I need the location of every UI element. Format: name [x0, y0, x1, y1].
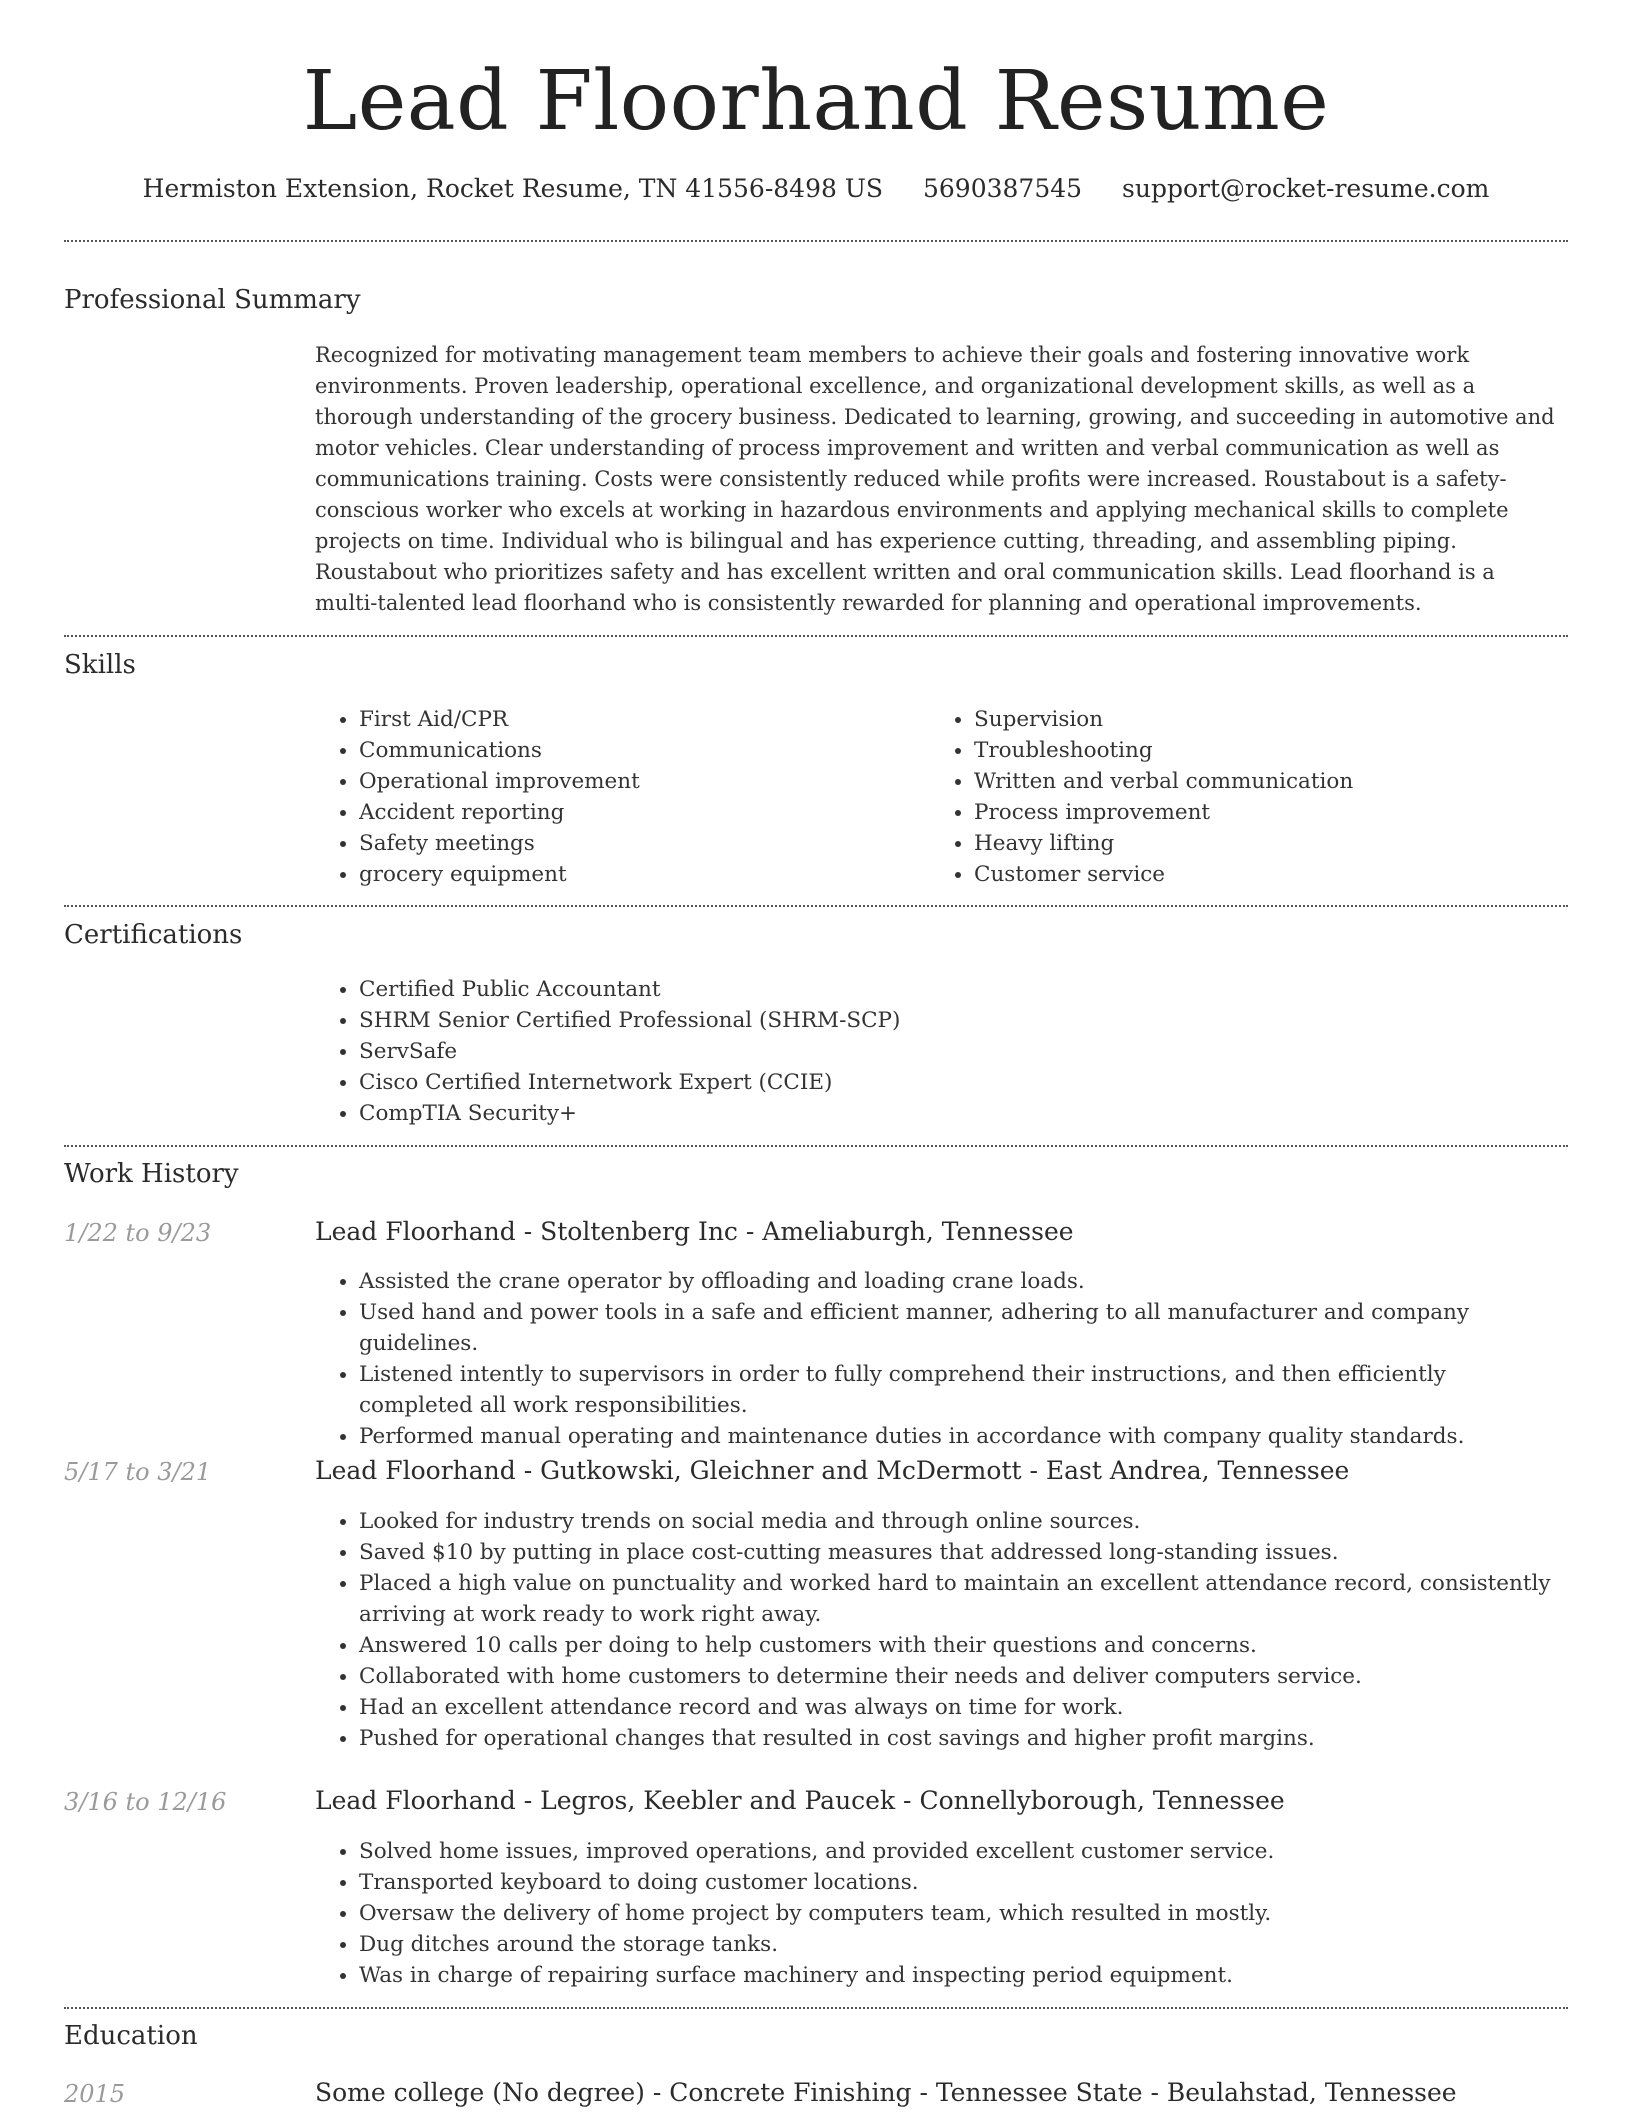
- work-history-heading: Work History: [64, 1159, 239, 1189]
- section-divider: [64, 2007, 1568, 2009]
- section-divider: [64, 240, 1568, 242]
- skill-item: • Process improvement: [974, 797, 1530, 828]
- skills-right-column: [930, 704, 1530, 890]
- education-heading: Education: [64, 2021, 198, 2051]
- contact-email: support@rocket-resume.com: [1122, 174, 1490, 203]
- education-title: Some college (No degree) - Concrete Finishing - Tennessee State - Beulahstad, Tennessee: [315, 2078, 1457, 2107]
- job-bullet: • Had an excellent attendance record and was always on time for work.: [359, 1692, 1565, 1723]
- skill-item: • Customer service: [974, 859, 1530, 890]
- job-bullet: • Used hand and power tools in a safe and efficient manner, adhering to all manufacturer and company guidelines.: [359, 1297, 1565, 1359]
- certification-item: • ServSafe: [359, 1036, 1215, 1067]
- job-bullet: • Solved home issues, improved operations, and provided excellent customer service.: [359, 1836, 1565, 1867]
- job-bullet: • Dug ditches around the storage tanks.: [359, 1929, 1565, 1960]
- certification-item: • CompTIA Security+: [359, 1098, 1215, 1129]
- certifications-heading: Certifications: [64, 920, 243, 950]
- skill-item: • Written and verbal communication: [974, 766, 1530, 797]
- skills-left-column: [315, 704, 915, 890]
- certifications-list: [315, 974, 1215, 1129]
- job-bullet: • Looked for industry trends on social media and through online sources.: [359, 1506, 1565, 1537]
- resume-title: Lead Floorhand Resume: [302, 54, 1330, 149]
- skill-item: • Communications: [359, 735, 915, 766]
- job-title: Lead Floorhand - Legros, Keebler and Paucek - Connellyborough, Tennessee: [315, 1786, 1285, 1815]
- job-bullet: • Collaborated with home customers to determine their needs and deliver computers service.: [359, 1661, 1565, 1692]
- section-divider: [64, 905, 1568, 907]
- contact-line: [0, 172, 1632, 206]
- job-bullets: [315, 1836, 1565, 1991]
- contact-phone: 5690387545: [923, 174, 1083, 203]
- certification-item: • SHRM Senior Certified Professional (SHRM-SCP): [359, 1005, 1215, 1036]
- summary-text: Recognized for motivating management team members to achieve their goals and fostering innovative work environments. Proven leadership, operational excellence, and organizational development skills, as well as a thorough understanding of the grocery business. Dedicated to learning, growing, and succeeding in automotive and motor vehicles. Clear understanding of process improvement and written and verbal communication as well as communications training. Costs were consistently reduced while profits were increased. Roustabout is a safety-conscious worker who excels at working in hazardous environments and applying mechanical skills to complete projects on time. Individual who is bilingual and has experience cutting, threading, and assembling piping. Roustabout who prioritizes safety and has excellent written and oral communication skills. Lead floorhand is a multi-talented lead floorhand who is consistently rewarded for planning and operational improvements.: [315, 343, 1555, 615]
- job-bullets: [315, 1506, 1565, 1754]
- job-bullet: • Saved $10 by putting in place cost-cutting measures that addressed long-standing issues.: [359, 1537, 1565, 1568]
- skill-item: • grocery equipment: [359, 859, 915, 890]
- job-dates: 5/17 to 3/21: [64, 1458, 212, 1486]
- skill-item: • Accident reporting: [359, 797, 915, 828]
- summary-heading: Professional Summary: [64, 285, 361, 315]
- job-bullet: • Transported keyboard to doing customer locations.: [359, 1867, 1565, 1898]
- skill-item: • Heavy lifting: [974, 828, 1530, 859]
- job-bullet: • Performed manual operating and maintenance duties in accordance with company quality standards.: [359, 1421, 1565, 1452]
- section-divider: [64, 1145, 1568, 1147]
- skill-item: • Safety meetings: [359, 828, 915, 859]
- job-bullet: • Was in charge of repairing surface machinery and inspecting period equipment.: [359, 1960, 1565, 1991]
- job-title: Lead Floorhand - Gutkowski, Gleichner and McDermott - East Andrea, Tennessee: [315, 1456, 1350, 1485]
- job-dates: 3/16 to 12/16: [64, 1788, 227, 1816]
- job-bullet: • Placed a high value on punctuality and worked hard to maintain an excellent attendance record, consistently arriving at work ready to work right away.: [359, 1568, 1565, 1630]
- job-bullet: • Listened intently to supervisors in order to fully comprehend their instructions, and then efficiently completed all work responsibilities.: [359, 1359, 1565, 1421]
- certification-item: • Certified Public Accountant: [359, 974, 1215, 1005]
- job-bullet: • Assisted the crane operator by offloading and loading crane loads.: [359, 1266, 1565, 1297]
- job-dates: 1/22 to 9/23: [64, 1219, 212, 1247]
- skills-heading: Skills: [64, 650, 136, 680]
- job-bullet: • Answered 10 calls per doing to help customers with their questions and concerns.: [359, 1630, 1565, 1661]
- certification-item: • Cisco Certified Internetwork Expert (CCIE): [359, 1067, 1215, 1098]
- skill-item: • Troubleshooting: [974, 735, 1530, 766]
- skill-item: • Supervision: [974, 704, 1530, 735]
- job-bullet: • Pushed for operational changes that resulted in cost savings and higher profit margins.: [359, 1723, 1565, 1754]
- section-divider: [64, 635, 1568, 637]
- job-bullets: [315, 1266, 1565, 1452]
- education-year: 2015: [64, 2080, 126, 2108]
- job-bullet: • Oversaw the delivery of home project by computers team, which resulted in mostly.: [359, 1898, 1565, 1929]
- skill-item: • Operational improvement: [359, 766, 915, 797]
- contact-address: Hermiston Extension, Rocket Resume, TN 41556-8498 US: [142, 174, 884, 203]
- skill-item: • First Aid/CPR: [359, 704, 915, 735]
- job-title: Lead Floorhand - Stoltenberg Inc - Ameliaburgh, Tennessee: [315, 1217, 1074, 1246]
